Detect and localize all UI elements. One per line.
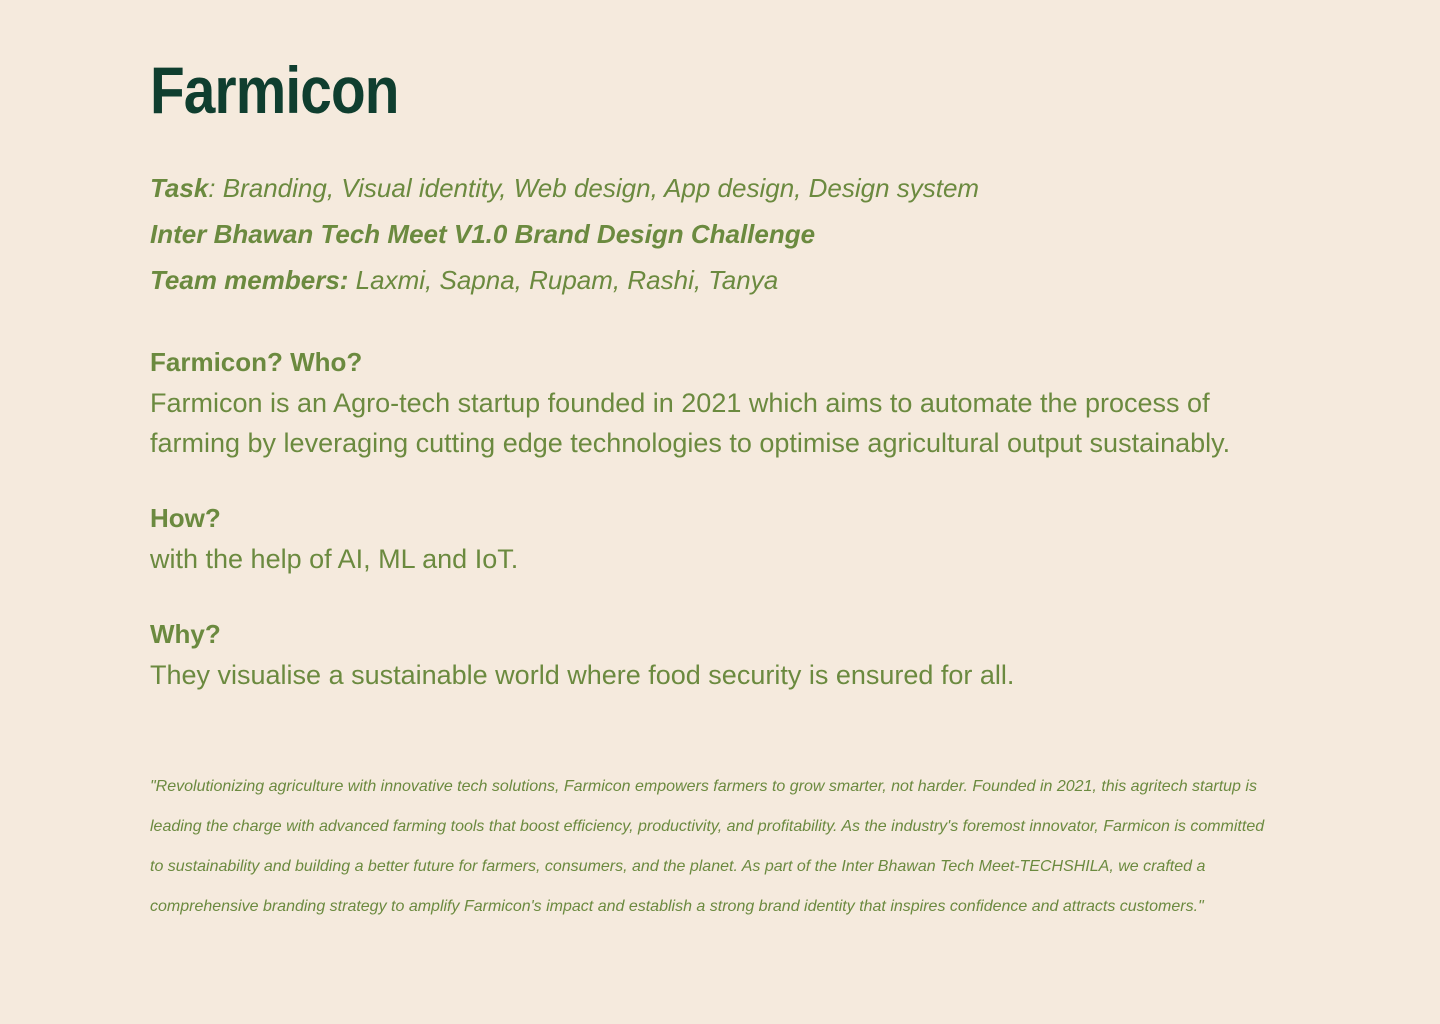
challenge-line — [150, 211, 1300, 257]
section-who — [150, 345, 1300, 463]
team-label: Team members: — [150, 265, 349, 295]
section-why — [150, 617, 1300, 695]
section-body: with the help of AI, ML and IoT. — [150, 544, 519, 574]
section-body: Farmicon is an Agro-tech startup founded in 2021 which aims to automate the process of farming by leveraging cutting edge technologies to optimise agricultural output sustainably. — [150, 388, 1231, 458]
page-title: Farmicon — [150, 53, 399, 127]
project-quote: "Revolutionizing agriculture with innovative tech solutions, Farmicon empowers farmers to grow smarter, not harder. Founded in 2021, this agritech startup is leading the charge with advanced farming tools that boost efficiency, productivity, and profitability. As the industry's foremost innovator, Farmicon is committed to sustainability and building a better future for farmers, consumers, and the planet. As part of the Inter Bhawan Tech Meet-TECHSHILA, we crafted a comprehensive branding strategy to amplify Farmicon's impact and establish a strong brand identity that inspires confidence and attracts customers." — [150, 778, 1265, 915]
section-heading: How? — [150, 503, 221, 533]
task-value: : Branding, Visual identity, Web design, App design, Design system — [208, 173, 980, 203]
task-line — [150, 165, 1300, 211]
section-heading: Farmicon? Who? — [150, 347, 363, 377]
section-heading: Why? — [150, 619, 221, 649]
team-line — [150, 257, 1300, 303]
challenge-name: Inter Bhawan Tech Meet V1.0 Brand Design Challenge — [150, 219, 816, 249]
team-value: Laxmi, Sapna, Rupam, Rashi, Tanya — [348, 265, 779, 295]
section-how — [150, 501, 1300, 579]
task-label: Task — [150, 173, 209, 203]
content — [150, 52, 1300, 927]
section-body: They visualise a sustainable world where food security is ensured for all. — [150, 660, 1015, 690]
project-meta — [150, 165, 1300, 303]
